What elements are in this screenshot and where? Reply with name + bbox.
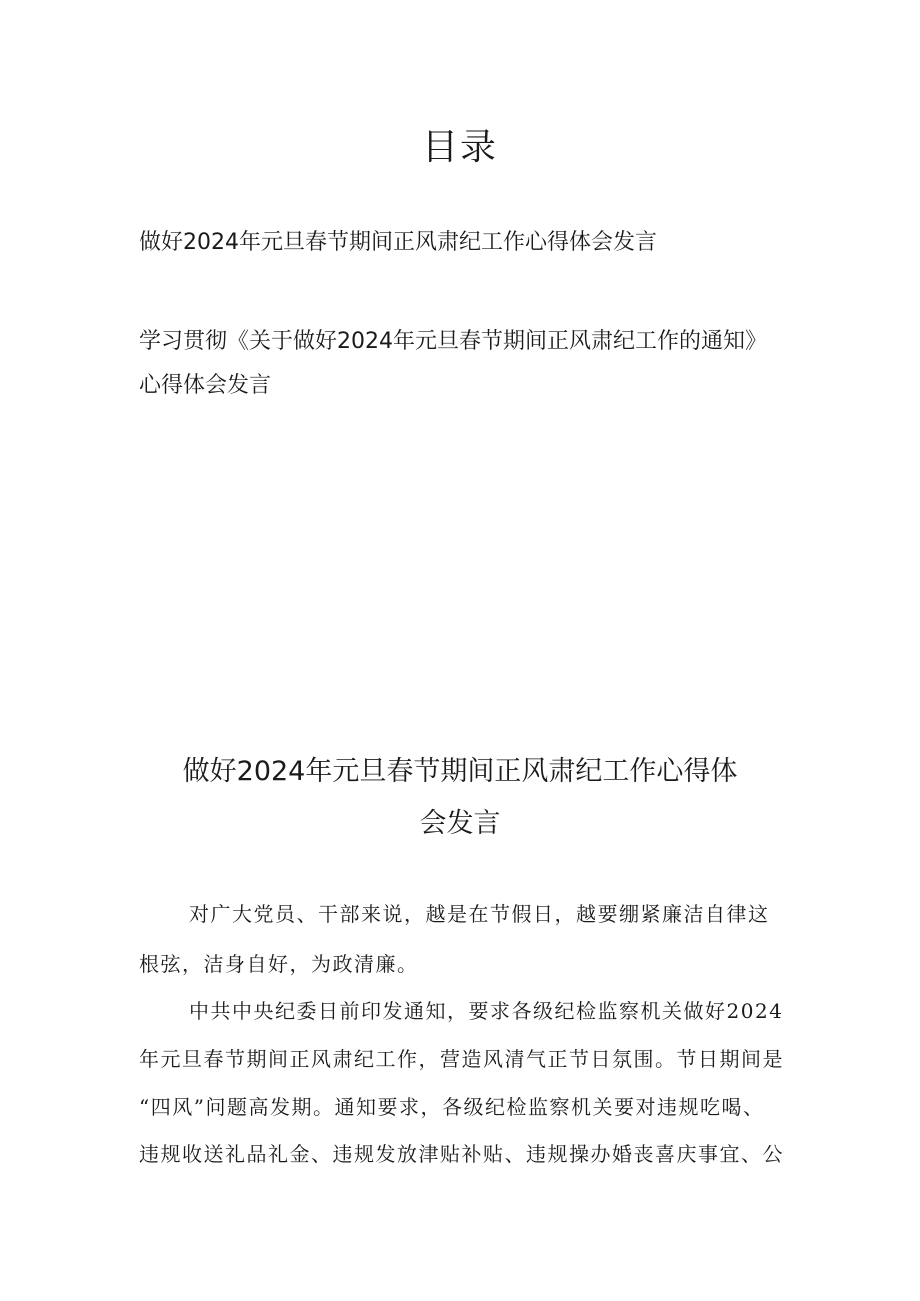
toc-entry-2-line-2[interactable]: 心得体会发言 [139,373,272,398]
paragraph-2-line-2: 年元旦春节期间正风肃纪工作，营造风清气正节日氛围。节日期间是 [139,1047,784,1071]
article-title-line-1: 做好2024年元旦春节期间正风肃纪工作心得体 [182,756,738,787]
toc-entry-2-line-1[interactable]: 学习贯彻《关于做好2024年元旦春节期间正风肃纪工作的通知》 [139,329,767,354]
toc-entry-1[interactable]: 做好2024年元旦春节期间正风肃纪工作心得体会发言 [139,230,657,255]
paragraph-1-line-1: 对广大党员、干部来说，越是在节假日，越要绷紧廉洁自律这 [189,902,770,926]
paragraph-2-line-4: 违规收送礼品礼金、违规发放津贴补贴、违规操办婚丧喜庆事宜、公 [139,1142,784,1166]
toc-heading: 目录 [421,127,498,168]
paragraph-1-line-2: 根弦，洁身自好，为政清廉。 [139,952,419,976]
paragraph-2-line-3: “四风”问题高发期。通知要求，各级纪检监察机关要对违规吃喝、 [139,1095,765,1119]
article-title-line-2: 会发言 [419,808,501,839]
paragraph-2-line-1: 中共中央纪委日前印发通知，要求各级纪检监察机关做好2024 [189,999,784,1023]
